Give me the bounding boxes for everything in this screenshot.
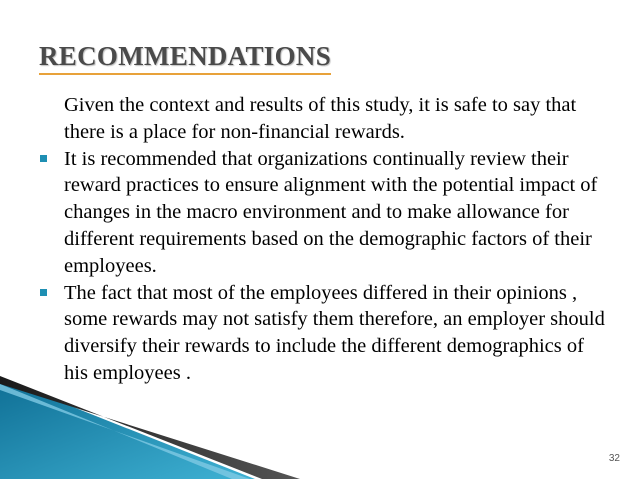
intro-paragraph	[38, 92, 608, 146]
slide-title: RECOMMENDATIONS	[39, 40, 331, 75]
teal-square-bullet-icon	[40, 155, 47, 162]
bullet-item-text: The fact that most of the employees differed in their opinions , some rewards may not satisfy them therefore, an employer should diversify their rewards to include the different demographics of his employees .	[64, 281, 605, 384]
slide-body	[38, 92, 608, 387]
bullet-item-text: It is recommended that organizations continually review their reward practices to ensure alignment with the potential impact of changes in the macro environment and to make allowance for different requirements based on the demographic factors of their employees.	[64, 147, 598, 277]
intro-paragraph-text: Given the context and results of this study, it is safe to say that there is a place for non-financial rewards.	[64, 94, 577, 143]
page-number: 32	[608, 453, 620, 464]
teal-square-bullet-icon	[40, 289, 47, 296]
bullet-item-review-rewards	[38, 146, 608, 280]
bullet-item-diversify-rewards	[38, 280, 608, 387]
